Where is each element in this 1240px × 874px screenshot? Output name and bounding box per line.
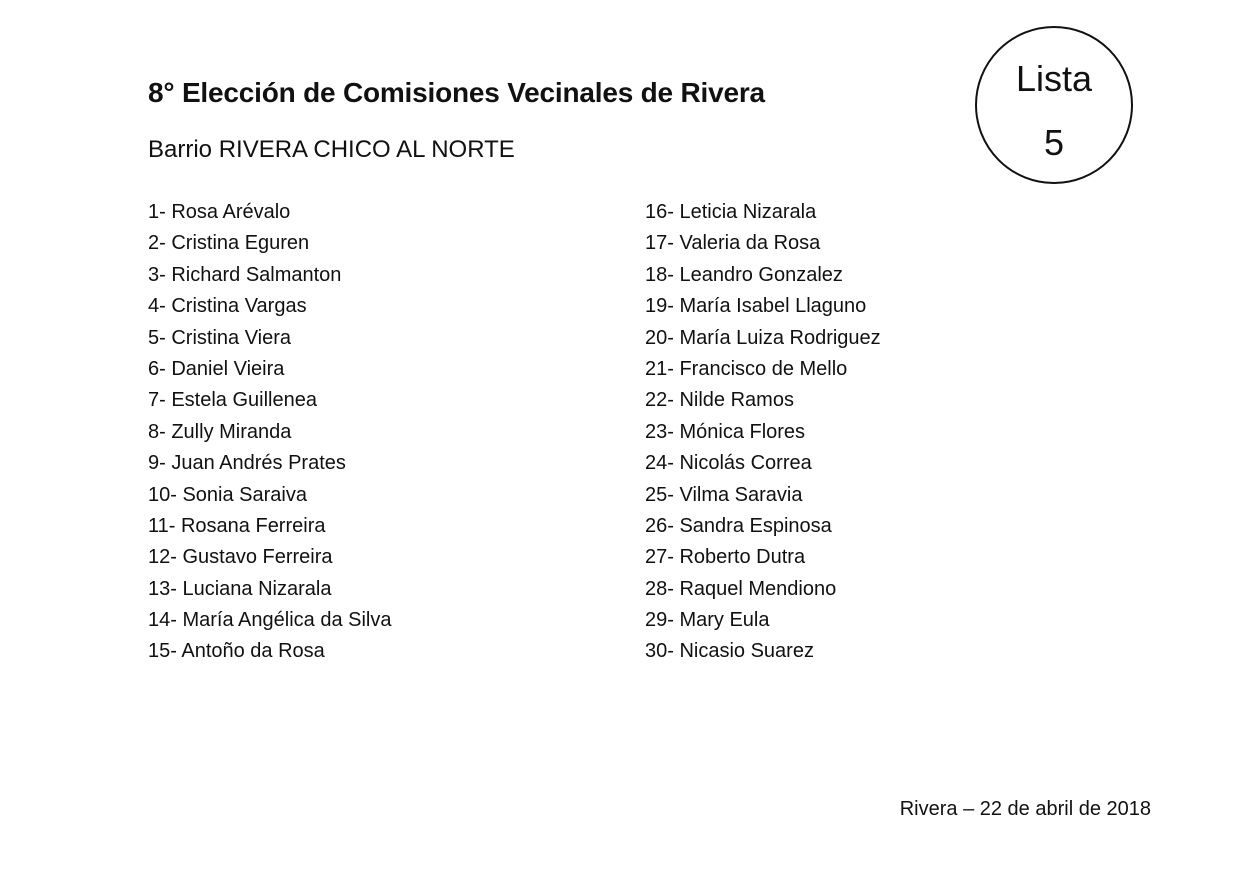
list-item: 4- Cristina Vargas xyxy=(148,295,307,318)
list-item: 2- Cristina Eguren xyxy=(148,232,310,255)
list-item: 10- Sonia Saraiva xyxy=(148,483,307,506)
candidate-list-column-1 xyxy=(148,198,391,669)
list-item: 17- Valeria da Rosa xyxy=(645,232,821,255)
list-item: 15- Antoño da Rosa xyxy=(148,640,325,663)
list-item: 20- María Luiza Rodriguez xyxy=(645,326,881,349)
candidate-list-column-2 xyxy=(645,198,881,669)
list-item: 8- Zully Miranda xyxy=(148,420,292,443)
list-item: 13- Luciana Nizarala xyxy=(148,577,332,600)
list-item: 25- Vilma Saravia xyxy=(645,483,803,506)
list-item: 16- Leticia Nizarala xyxy=(645,201,817,223)
list-item: 28- Raquel Mendiono xyxy=(645,577,837,600)
list-item: 12- Gustavo Ferreira xyxy=(148,546,333,569)
list-item: 29- Mary Eula xyxy=(645,609,770,632)
list-item: 26- Sandra Espinosa xyxy=(645,514,832,537)
list-item: 19- María Isabel Llaguno xyxy=(645,295,867,318)
list-badge-label: Lista xyxy=(1015,58,1093,99)
list-item: 5- Cristina Viera xyxy=(148,326,292,349)
list-number-badge xyxy=(975,26,1133,184)
list-item: 27- Roberto Dutra xyxy=(645,546,806,569)
list-item: 3- Richard Salmanton xyxy=(148,263,342,286)
neighborhood-subtitle: Barrio RIVERA CHICO AL NORTE xyxy=(148,136,515,163)
list-item: 14- María Angélica da Silva xyxy=(148,609,392,632)
list-badge-number: 5 xyxy=(1043,122,1065,163)
list-item: 1- Rosa Arévalo xyxy=(148,201,291,223)
place-and-date: Rivera – 22 de abril de 2018 xyxy=(899,798,1151,820)
list-item: 22- Nilde Ramos xyxy=(645,389,794,412)
list-item: 11- Rosana Ferreira xyxy=(148,514,326,537)
list-item: 24- Nicolás Correa xyxy=(645,452,812,475)
list-item: 21- Francisco de Mello xyxy=(645,357,848,380)
list-item: 18- Leandro Gonzalez xyxy=(645,263,843,286)
list-item: 30- Nicasio Suarez xyxy=(645,640,814,663)
list-item: 7- Estela Guillenea xyxy=(148,389,317,412)
list-item: 6- Daniel Vieira xyxy=(148,357,285,380)
list-item: 9- Juan Andrés Prates xyxy=(148,452,346,475)
list-item: 23- Mónica Flores xyxy=(645,420,806,443)
page-title: 8° Elección de Comisiones Vecinales de Rivera xyxy=(148,77,765,108)
